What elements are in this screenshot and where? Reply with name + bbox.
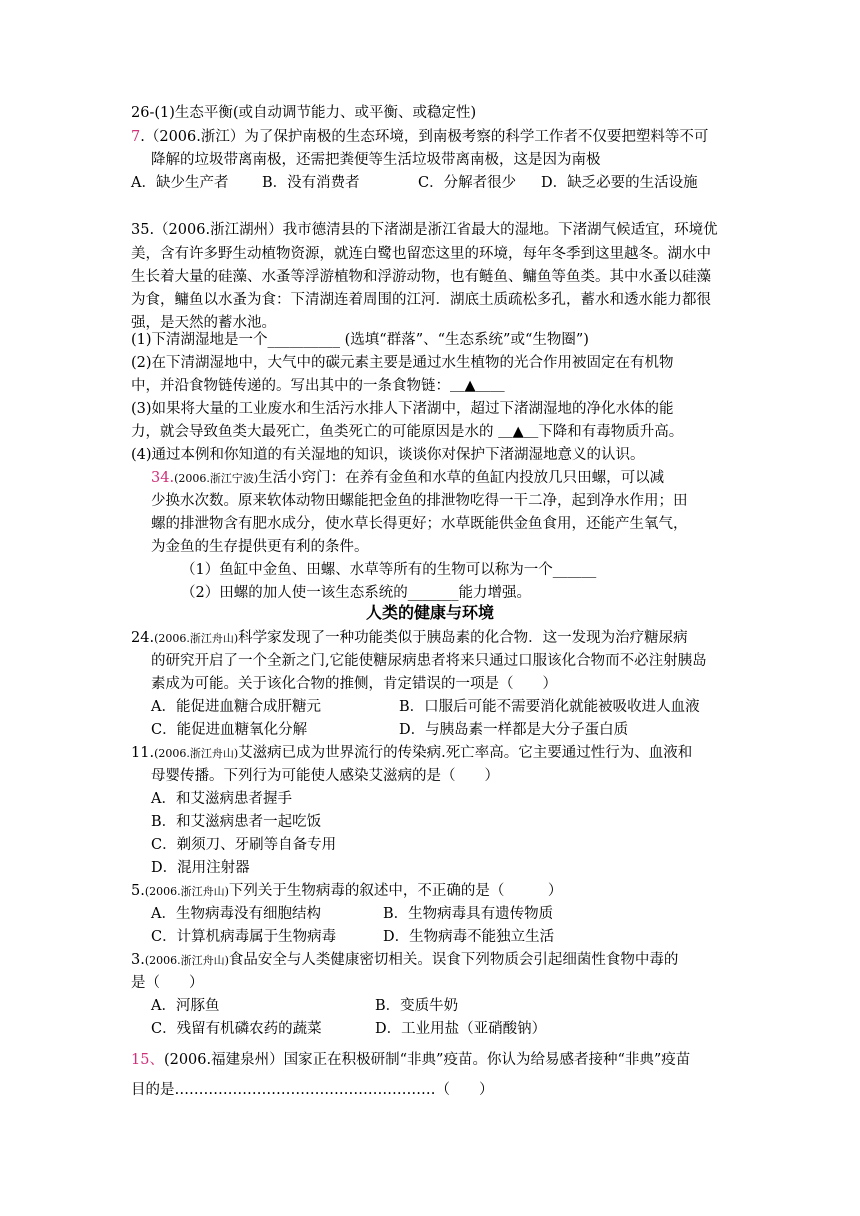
question-source: (2006.浙江宁波) [174,472,259,485]
option-a: A．缺少生产者 [131,175,229,191]
question-text: 母婴传播。下列行为可能使人感染艾滋病的是（ ） [151,768,499,784]
question-15 [131,1049,690,1071]
option-c: C．分解者很少 [418,175,517,191]
question-text: 降解的垃圾带离南极，还需把粪便等生活垃圾带离南极，这是因为南极 [151,152,601,168]
paragraph-line: 生长着大量的硅藻、水蚤等浮游植物和浮游动物，也有鲢鱼、鳙鱼等鱼类。其中水蚤以硅藻 [131,269,711,285]
option-b: B．生物病毒具有遗传物质 [383,906,554,922]
question-number: 5. [131,883,145,899]
paragraph-line: 为金鱼的生存提供更有利的条件。 [151,539,369,555]
question-35: 35.（2006.浙江湖州）我市德清县的下渚湖是浙江省最大的湿地。下渚湖气候适宜，环境优 [131,222,718,238]
paragraph-line: 美，含有许多野生动植物资源，就连白鹭也留恋这里的环境，每年冬季到这里越冬。湖水中 [131,246,711,262]
paragraph-line: 为食，鳙鱼以水蚤为食：下清湖连着周围的江河．湖底土质疏松多孔，蓄水和透水能力都很 [131,292,711,308]
question-text: 艾滋病已成为世界流行的传染病.死亡率高。它主要通过性行为、血液和 [238,745,693,761]
option-d: D．缺乏必要的生活设施 [541,175,698,191]
option-c: C．残留有机磷农药的蔬菜 [151,1021,322,1037]
option-c: C．剃须刀、牙刷等自备专用 [151,837,337,853]
option-b: B．没有消费者 [262,175,360,191]
sub-question-4: (4)通过本例和你知道的有关湿地的知识，谈谈你对保护下渚湖湿地意义的认识。 [131,447,645,463]
sub-question-2: （2）田螺的加人使一该生态系统的_______能力增强。 [181,585,531,601]
question-number: 24. [131,630,155,646]
question-text: 目的是………………………………………………（ ） [131,1082,494,1098]
paragraph-line: 中，并沿食物链传递的。写出其中的一条食物链：＿▲＿＿ [131,378,505,394]
paragraph-line: 强，是天然的蓄水池。 [131,315,276,331]
paragraph-line: 少换水次数。原来软体动物田螺能把金鱼的排泄物吃得一干二净，起到净水作用；田 [151,493,688,509]
answer-line: 26-(1)生态平衡(或自动调节能力、或平衡、或稳定性) [131,105,477,121]
question-text: .（2006.浙江）为了保护南极的生态环境，到南极考察的科学工作者不仅要把塑料等不可 [140,129,709,145]
option-d: D．生物病毒不能独立生活 [383,929,555,945]
question-source: (2006.浙江舟山) [154,747,239,760]
option-a: A．河豚鱼 [151,998,220,1014]
question-source: (2006.浙江舟山) [144,954,229,967]
question-number: 15、 [131,1052,164,1068]
question-text: 科学家发现了一种功能类似于胰岛素的化合物．这一发现为治疗糖尿病 [238,630,688,646]
question-24 [131,627,688,650]
question-34 [151,467,664,490]
sub-question-2: (2)在下清湖湿地中，大气中的碳元素主要是通过水生植物的光合作用被固定在有机物 [131,355,674,371]
paragraph-line: 螺的排泄物含有肥水成分，使水草长得更好；水草既能供金鱼食用，还能产生氧气， [151,516,688,532]
question-text: 下列关于生物病毒的叙述中，不正确的是（ ） [228,883,563,899]
option-d: D．工业用盐（亚硝酸钠） [375,1021,547,1037]
question-number: 11. [131,745,155,761]
option-a: A．生物病毒没有细胞结构 [151,906,321,922]
question-5 [131,880,562,903]
sub-question-1: （1）鱼缸中金鱼、田螺、水草等所有的生物可以称为一个______ [181,562,597,578]
question-3 [131,949,678,972]
question-11 [131,742,692,765]
question-text: 是（ ） [131,975,204,991]
option-a: A．能促进血糖合成肝糖元 [151,699,321,715]
question-text: 生活小窍门：在养有金鱼和水草的鱼缸内投放几只田螺，可以减 [258,470,665,486]
option-b: B．变质牛奶 [375,998,459,1014]
option-d: D．与胰岛素一样都是大分子蛋白质 [399,722,629,738]
question-number: 7 [131,129,141,145]
option-c: C．计算机病毒属于生物病毒 [151,929,337,945]
sub-question-3: (3)如果将大量的工业废水和生活污水排人下渚湖中，超过下渚湖湿地的净化水体的能 [131,401,674,417]
sub-question-1: (1)下清湖湿地是一个__________ (选填“群落”、“生态系统”或“生物圈”) [131,332,589,348]
question-text: 的研究开启了一个全新之门,它能使糖尿病患者将来只通过口服该化合物而不必注射胰岛 [151,653,707,669]
question-7 [131,126,708,148]
option-a: A．和艾滋病患者握手 [151,791,292,807]
paragraph-line: 力，就会导致鱼类大最死亡，鱼类死亡的可能原因是水的 ＿▲＿下降和有毒物质升高。 [131,424,684,440]
question-number: 3. [131,952,145,968]
option-b: B．和艾滋病患者一起吃饭 [151,814,322,830]
question-text: (2006.福建泉州）国家正在积极研制“非典”疫苗。你认为给易感者接种“非典”疫苗 [163,1052,691,1068]
question-text: 素成为可能。关于该化合物的推侧，肯定错误的一项是（ ） [151,676,557,692]
section-title: 人类的健康与环境 [365,603,494,622]
option-c: C．能促进血糖氧化分解 [151,722,308,738]
question-source: (2006.浙江舟山) [144,885,229,898]
question-source: (2006.浙江舟山) [154,632,239,645]
option-d: D．混用注射器 [151,860,250,876]
option-b: B．口服后可能不需要消化就能被吸收进人血液 [399,699,700,715]
question-text: 食品安全与人类健康密切相关。误食下列物质会引起细菌性食物中毒的 [228,952,679,968]
question-number: 34. [151,470,175,486]
